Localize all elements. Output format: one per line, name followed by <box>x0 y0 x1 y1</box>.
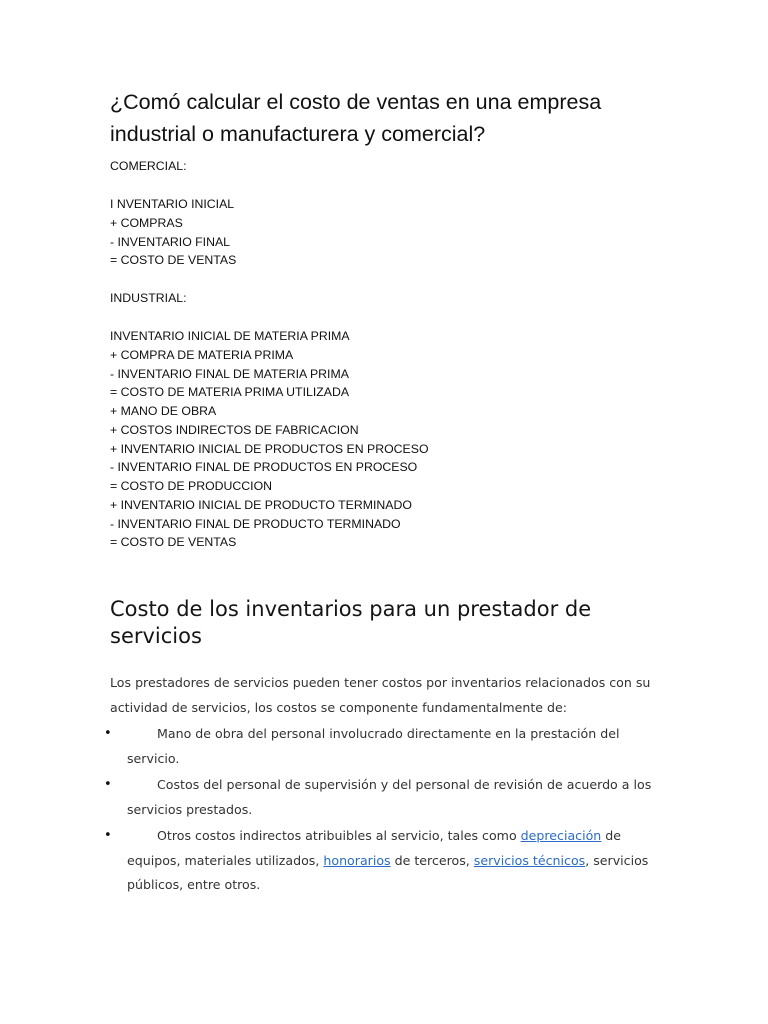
list-item-text: , servicios públicos, entre otros. <box>127 852 649 892</box>
formula-line: I NVENTARIO INICIAL <box>110 197 235 211</box>
formula-line: + COMPRA DE MATERIA PRIMA <box>110 347 294 362</box>
formula-line: - INVENTARIO FINAL DE MATERIA PRIMA <box>110 366 349 381</box>
formula-line: = COSTO DE VENTAS <box>110 535 237 550</box>
comercial-heading: COMERCIAL: <box>110 159 187 173</box>
list-item-text: Mano de obra del personal involucrado directamente en la prestación del servicio. <box>127 726 620 766</box>
list-item <box>104 722 662 771</box>
formula-line: = COSTO DE PRODUCCION <box>110 479 273 493</box>
section-title: Costo de los inventarios para un prestador de servicios <box>110 597 592 648</box>
formula-line: + COSTOS INDIRECTOS DE FABRICACION <box>110 422 359 437</box>
link-servicios-tecnicos[interactable]: servicios técnicos <box>473 852 586 868</box>
link-honorarios[interactable]: honorarios <box>323 852 391 868</box>
formula-line: - INVENTARIO FINAL <box>110 234 231 249</box>
industrial-section <box>110 289 670 308</box>
formula-line: INVENTARIO INICIAL DE MATERIA PRIMA <box>110 329 350 343</box>
formula-line: = COSTO DE MATERIA PRIMA UTILIZADA <box>110 385 350 400</box>
formula-line: = COSTO DE VENTAS <box>110 253 237 268</box>
list-item <box>104 824 662 898</box>
list-item <box>104 773 662 822</box>
list-item-text: Costos del personal de supervisión y del personal de revisión de acuerdo a los servicios prestados. <box>127 777 652 817</box>
bullet-icon: • <box>104 777 112 792</box>
comercial-formula <box>110 195 670 270</box>
formula-line: + COMPRAS <box>110 215 183 230</box>
comercial-section <box>110 157 670 176</box>
industrial-heading: INDUSTRIAL: <box>110 291 187 305</box>
industrial-formula <box>110 327 670 552</box>
formula-line: + INVENTARIO INICIAL DE PRODUCTOS EN PROCESO <box>110 441 429 456</box>
list-item-text: de terceros, <box>390 852 474 868</box>
intro-paragraph: Los prestadores de servicios pueden tener costos por inventarios relacionados con su actividad de servicios, los costos se componente fundamentalmente de: <box>110 675 651 715</box>
list-item-text: Otros costos indirectos atribuibles al servicio, tales como <box>157 828 521 843</box>
list-item-text: de equipos, materiales utilizados, <box>127 828 622 868</box>
formula-line: - INVENTARIO FINAL DE PRODUCTO TERMINADO <box>110 516 401 531</box>
formula-line: - INVENTARIO FINAL DE PRODUCTOS EN PROCESO <box>110 460 418 475</box>
bullet-icon: • <box>104 828 112 843</box>
formula-line: + MANO DE OBRA <box>110 404 217 418</box>
bullet-icon: • <box>104 726 112 741</box>
services-cost-list <box>104 722 662 900</box>
link-depreciacion[interactable]: depreciación <box>520 828 602 843</box>
formula-line: + INVENTARIO INICIAL DE PRODUCTO TERMINADO <box>110 497 412 512</box>
page-title: ¿Comó calcular el costo de ventas en una empresa industrial o manufacturera y comercial? <box>110 90 602 146</box>
